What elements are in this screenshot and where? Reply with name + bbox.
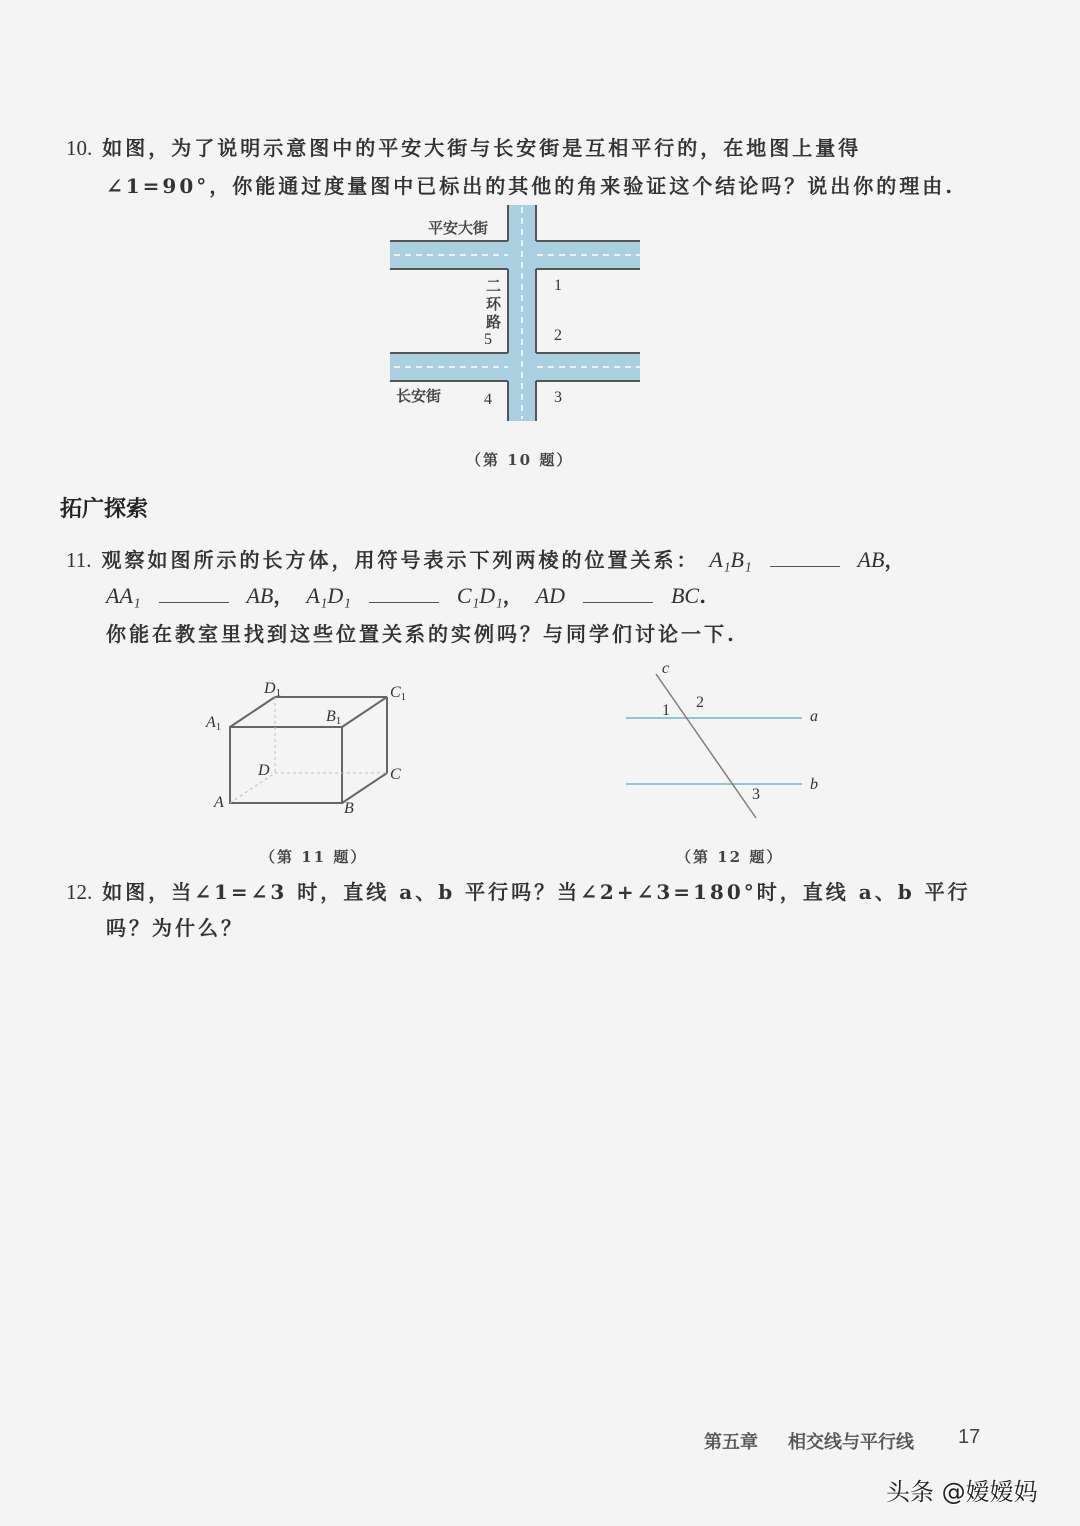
q11-pair2-right: AB (246, 583, 274, 608)
q11-pair2-left: AA₁ (106, 583, 141, 608)
q11-blank-4[interactable] (583, 586, 653, 603)
q12-text-1: 如图，当∠1=∠3 时，直线 a、b 平行吗？当∠2+∠3=180°时，直线 a、b 平行 (102, 880, 971, 904)
vertex-C: C (390, 766, 401, 783)
q11-text-1: 观察如图所示的长方体，用符号表示下列两棱的位置关系： (101, 548, 700, 572)
angle-label-3: 3 (752, 786, 760, 803)
q11-blank-2[interactable] (159, 586, 229, 603)
angle-label-5: 5 (484, 331, 492, 348)
angle-label-2: 2 (554, 327, 562, 344)
q11-number: 11. (66, 548, 92, 572)
angle-label-4: 4 (484, 391, 492, 408)
vertex-D: D (258, 762, 270, 779)
line-label-c: c (662, 660, 670, 677)
angle-label-1: 1 (662, 702, 670, 719)
label-ring-road-2: 环 (486, 297, 502, 313)
q10-line2 (106, 170, 955, 199)
figure-10-caption: （第 10 题） (466, 451, 574, 469)
q10-text-2: ∠1=90°，你能通过度量图中已标出的其他的角来验证这个结论吗？说出你的理由. (106, 174, 956, 198)
q11-blank-3[interactable] (369, 586, 439, 603)
vertex-C1: $C_1$ (390, 684, 407, 703)
parallel-lines-graphic (620, 660, 840, 830)
figure-12-caption: （第 12 题） (676, 848, 784, 866)
vertex-A1: $A_1$ (206, 714, 222, 733)
q12-text-2: 吗？为什么？ (106, 916, 244, 940)
footer-chapter-title: 相交线与平行线 (788, 1432, 914, 1453)
line-label-a: a (810, 708, 818, 725)
label-changan-street: 长安街 (396, 389, 442, 405)
q11-pair3-right: C₁D₁ (456, 583, 503, 608)
q11-pair1-right: AB (857, 547, 885, 572)
q11-pair4-left: AD (535, 583, 566, 608)
q11-pair4-right: BC (670, 583, 700, 608)
label-ring-road-1: 二 (486, 279, 502, 295)
figure-10-road-map (390, 205, 650, 425)
q10-line1 (66, 132, 861, 161)
watermark: 头条 @嫒嫒妈 (886, 1478, 1038, 1506)
q12-number: 12. (66, 880, 93, 904)
angle-label-2: 2 (696, 694, 704, 711)
q12-line2 (106, 912, 244, 941)
label-ring-road-3: 路 (486, 315, 502, 331)
vertex-D1: $D_1$ (264, 680, 282, 699)
vertex-B1: $B_1$ (326, 708, 342, 727)
q11-text-3: 你能在教室里找到这些位置关系的实例吗？与同学们讨论一下. (106, 622, 737, 646)
page-number: 17 (958, 1426, 981, 1448)
q11-line2: AA₁ AB， A₁D₁ C₁D₁， AD BC. (106, 583, 710, 608)
q11-line1: 11. 观察如图所示的长方体，用符号表示下列两棱的位置关系： A₁B₁ AB， (66, 547, 908, 572)
q11-pair1-left: A₁B₁ (709, 547, 752, 572)
line-label-b: b (810, 776, 818, 793)
angle-label-1: 1 (554, 277, 562, 294)
figure-12-parallel-lines (620, 660, 840, 830)
figure-11-caption: （第 11 题） (260, 848, 368, 866)
cuboid-graphic (200, 670, 420, 820)
section-title: 拓广探索 (60, 497, 149, 522)
q10-text-1: 如图，为了说明示意图中的平安大街与长安街是互相平行的，在地图上量得 (102, 136, 862, 160)
angle-label-3: 3 (554, 389, 562, 406)
figure-11-cuboid (200, 670, 420, 820)
q11-line3 (106, 618, 737, 647)
footer-chapter: 第五章 (704, 1432, 758, 1453)
q10-number: 10. (66, 136, 93, 160)
vertex-B: B (344, 800, 354, 817)
q11-pair3-left: A₁D₁ (306, 583, 351, 608)
q11-blank-1[interactable] (770, 550, 840, 567)
label-pingan-street: 平安大街 (428, 221, 489, 237)
q12-line1 (66, 876, 971, 905)
vertex-A: A (214, 794, 224, 811)
